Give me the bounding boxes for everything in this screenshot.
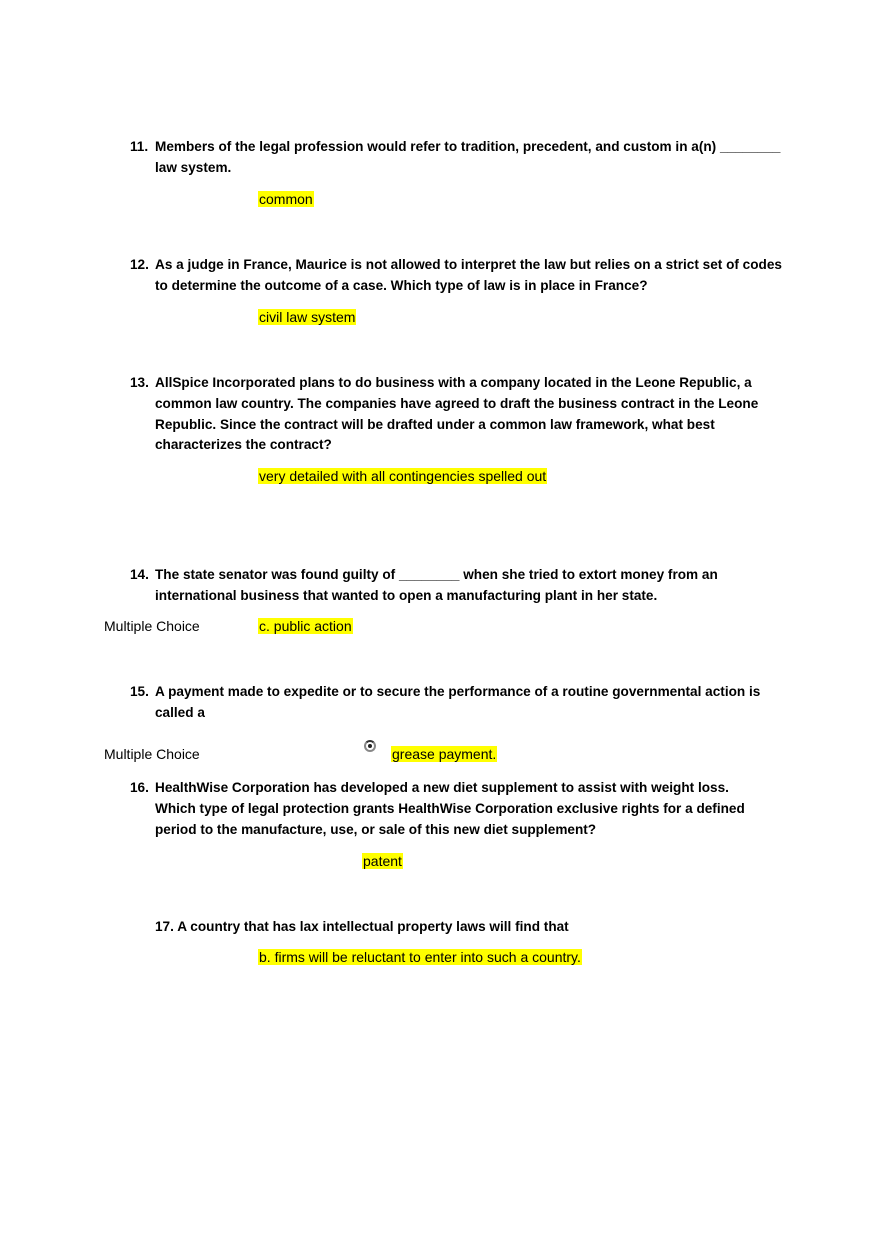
question-text: HealthWise Corporation has developed a new diet supplement to assist with weight loss. Which type of legal protection grants HealthWise Corporation exclusive rights for a defined period to the manufacture, use, or sale of this new diet supplement? [155,780,745,837]
question-number: 12. [130,257,149,272]
question-number: 11. [130,139,149,154]
answer-text: b. firms will be reluctant to enter into such a country. [259,949,581,965]
answer-text: civil law system [259,309,356,325]
answer-15 [391,745,497,764]
multiple-choice-label: Multiple Choice [104,618,200,634]
answer-16 [362,852,403,871]
answer-text: grease payment. [392,746,497,762]
question-number: 16. [130,780,149,795]
answer-text: patent [363,853,402,869]
question-15 [130,682,790,724]
question-text: The state senator was found guilty of ________ when she tried to extort money from an international business that wanted to open a manufacturing plant in her state. [155,567,718,603]
question-17 [155,917,815,938]
answer-text: c. public action [259,618,352,634]
question-16 [130,778,760,840]
question-text: A country that has lax intellectual property laws will find that [177,919,569,934]
question-number: 17. [155,919,174,934]
answer-11 [258,190,314,209]
radio-button-icon[interactable] [364,740,376,752]
question-11 [130,137,790,179]
answer-13 [258,467,547,486]
question-text: As a judge in France, Maurice is not allowed to interpret the law but relies on a strict set of codes to determine the outcome of a case. Which type of law is in place in France? [155,257,782,293]
question-text: AllSpice Incorporated plans to do business with a company located in the Leone Republic, a common law country. The companies have agreed to draft the business contract in the Leone Republic. Since the contract will be drafted under a common law framework, what best characterizes the contract? [155,375,759,453]
question-13 [130,373,770,456]
question-text: A payment made to expedite or to secure the performance of a routine governmental action is called a [155,684,761,720]
question-number: 14. [130,567,149,582]
multiple-choice-label: Multiple Choice [104,746,200,762]
question-number: 15. [130,684,149,699]
answer-14 [258,617,353,636]
question-number: 13. [130,375,149,390]
answer-text: common [259,191,313,207]
question-text: Members of the legal profession would refer to tradition, precedent, and custom in a(n) ________ law system. [155,139,781,175]
question-12 [130,255,790,297]
question-14 [130,565,740,607]
answer-12 [258,308,356,327]
answer-text: very detailed with all contingencies spelled out [259,468,547,484]
answer-17 [258,948,582,967]
